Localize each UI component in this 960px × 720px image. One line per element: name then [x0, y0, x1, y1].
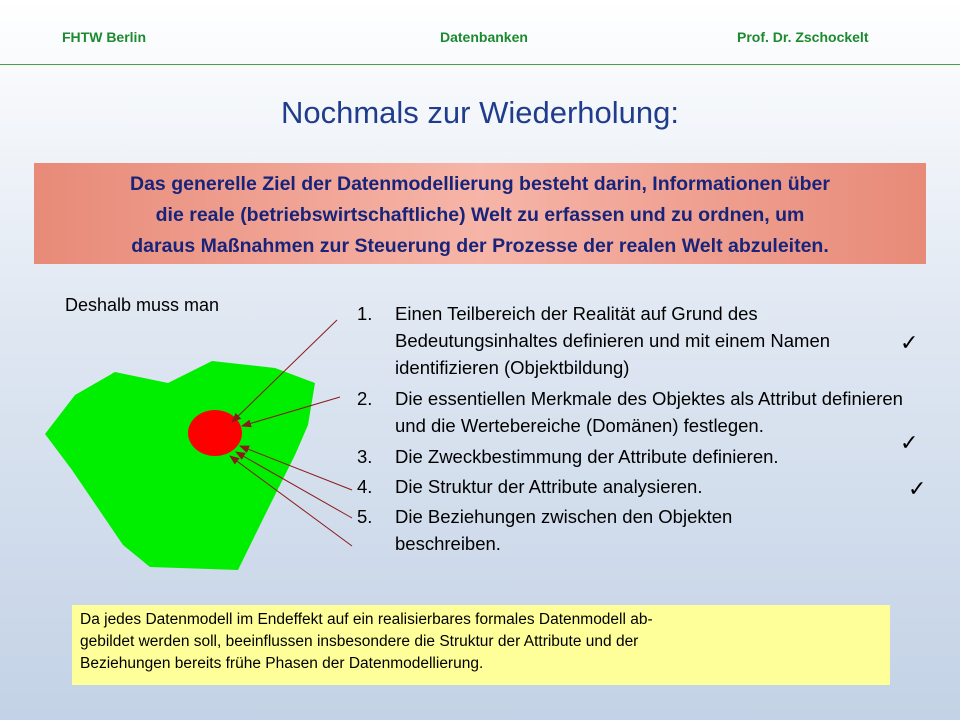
note-box — [72, 605, 890, 685]
slide-title: Nochmals zur Wiederholung: — [280, 95, 679, 130]
goal-line: Das generelle Ziel der Datenmodellierung besteht darin, Informationen über — [130, 173, 830, 195]
note-line: gebildet werden soll, beeinflussen insbesondere die Struktur der Attribute und der — [80, 633, 639, 650]
list-item — [357, 503, 917, 557]
reality-blob — [45, 361, 315, 570]
step-text: Die Zweckbestimmung der Attribute definieren. — [395, 446, 779, 467]
step-number: 3. — [357, 446, 373, 467]
goal-line: daraus Maßnahmen zur Steuerung der Prozesse der realen Welt abzuleiten. — [131, 235, 829, 257]
list-item — [357, 473, 917, 500]
checkmark-icon: ✓ — [908, 476, 927, 501]
header-course: Datenbanken — [440, 29, 528, 45]
list-item — [357, 385, 917, 439]
step-number: 5. — [357, 506, 373, 527]
step-text: Die Struktur der Attribute analysieren. — [395, 476, 703, 497]
header-institution: FHTW Berlin — [62, 29, 146, 45]
note-line: Beziehungen bereits frühe Phasen der Datenmodellierung. — [80, 655, 484, 672]
step-number: 1. — [357, 303, 373, 324]
step-number: 4. — [357, 476, 373, 497]
header-author: Prof. Dr. Zschockelt — [737, 29, 869, 45]
step-text: Einen Teilbereich der Realität auf Grund des Bedeutungsinhaltes definieren und mit einem Namen identifizieren (Objektbildung) — [395, 303, 831, 378]
list-item — [357, 300, 917, 381]
checkmark-icon: ✓ — [900, 430, 919, 455]
intro-text: Deshalb muss man — [65, 295, 220, 315]
step-text: Die essentiellen Merkmale des Objektes als Attribut definieren und die Wertebereiche (Domänen) festlegen. — [395, 388, 903, 436]
note-line: Da jedes Datenmodell im Endeffekt auf ein realisierbares formales Datenmodell ab- — [80, 611, 653, 628]
list-item — [357, 443, 917, 470]
object-dot — [188, 410, 242, 456]
step-text: Die Beziehungen zwischen den Objekten beschreiben. — [395, 506, 733, 554]
step-number: 2. — [357, 388, 373, 409]
goal-line: die reale (betriebswirtschaftliche) Welt zu erfassen und zu ordnen, um — [155, 204, 805, 226]
steps-list — [357, 300, 917, 561]
checkmark-icon: ✓ — [900, 330, 919, 355]
